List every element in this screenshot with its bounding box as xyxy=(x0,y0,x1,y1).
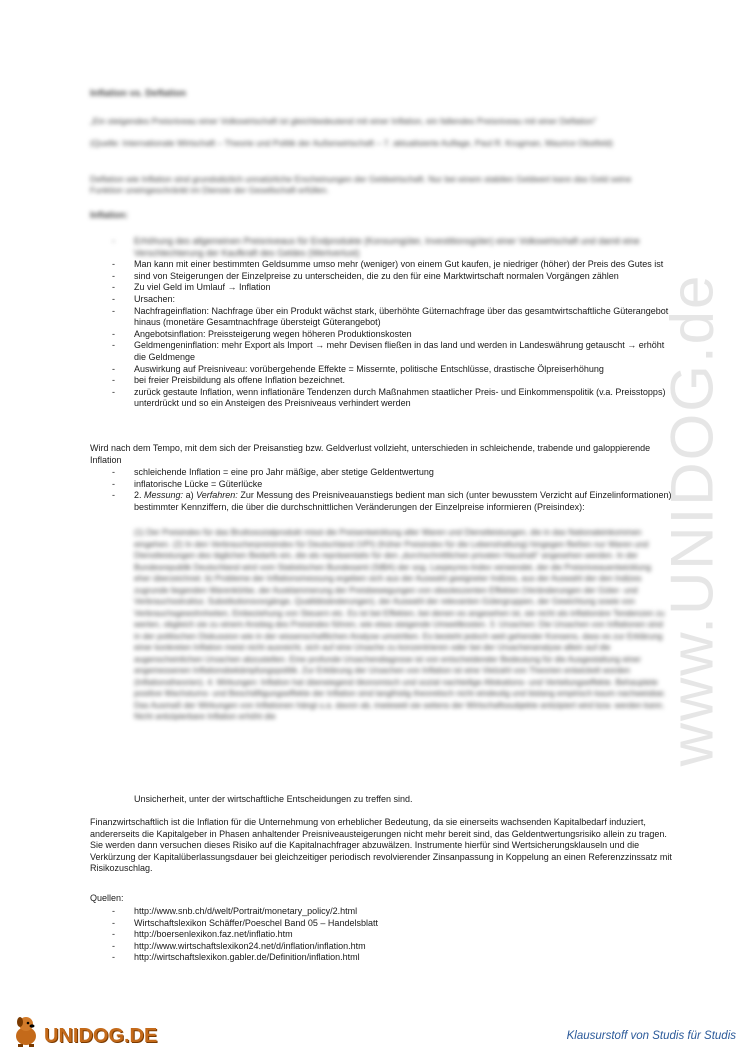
list-item: - Angebotsinflation: Preissteigerung wegen höheren Produktionskosten xyxy=(112,329,672,341)
list-item: - schleichende Inflation = eine pro Jahr mäßige, aber stetige Geldentwertung xyxy=(112,467,672,479)
sources-label: Quellen: xyxy=(90,893,124,903)
unidog-logo[interactable] xyxy=(12,1014,157,1048)
list-item: - Man kann mit einer bestimmten Geldsumme umso mehr (weniger) von einem Gut kaufen, je niedriger (höher) der Preis des Gutes ist xyxy=(112,259,672,271)
logo-text: UNIDOG.DE xyxy=(44,1025,158,1047)
list-item: - Zu viel Geld im Umlauf → Inflation xyxy=(112,282,672,294)
list-item: - Auswirkung auf Preisniveau: vorübergehende Effekte = Missernte, politische Entschlüsse, drastische Ölpreiserhöhung xyxy=(112,364,672,376)
messung-a: a) xyxy=(185,490,194,501)
messung-label: Messung: xyxy=(144,490,184,501)
inflation-bullet-list xyxy=(112,236,672,410)
footer-tagline: Klausurstoff von Studis für Studis xyxy=(566,1030,736,1042)
list-item: - sind von Steigerungen der Einzelpreise zu unterscheiden, die zu den für eine Marktwirtschaft normalen Vorgängen zählen xyxy=(112,271,672,283)
quote-paragraph: „Ein steigendes Preisniveau einer Volkswirtschaft ist gleichbedeutend mit einer Inflation, ein fallendes Preisniveau mit einer Deflation" xyxy=(90,116,597,126)
list-item: - Geldmengeninflation: mehr Export als Import → mehr Devisen fließen in das land und werden in Landeswährung getauscht → erhöht die Geldmenge xyxy=(112,340,672,363)
dog-mascot-icon xyxy=(12,1014,42,1048)
list-item: - Erhöhung des allgemeinen Preisniveaus für Endprodukte (Konsumgüter, Investitionsgüter) einer Volkswirtschaft und damit eine Verschlechterung der Kaufkraft des Geldes (Wertverlust) xyxy=(112,236,672,259)
blurred-index-block: (1) Der Preisindex für das Bruttosozialprodukt misst die Preisentwicklung aller Waren und Dienstleistungen, die in das Nationaleinkommen eingehen. (2) In den Verbraucherpreisindex für Deutschland (VPI) (früher Preisindex für die Lebenshaltung) hingegen fließen nur Waren und Dienstleistungen des täglichen Bedarfs ein, die als repräsentativ für den „durchschnittlichen privaten Haushalt" angesehen werden. In der Bundesrepublik Deutschland wird vom Statistischen Bundesamt (StBA) der sog. Laspeyres-Index verwendet, der die Preisniveauentwicklung eher überzeichnet. b) Probleme der Inflationsmessung ergeben sich aus der Auswahl geeigneter Indizes, aus der Auswahl der den Indizes zugrunde liegenden Warenkörbe, der Ausklammerung der Preisbewegungen von obsoleszenten Effekten (Veränderungen der Güter- und Verbrauchsstruktur, Substitutionsvorgänge, Qualitätsänderungen), der Auswahl der relevanten Gütergruppen, der Gewichtung sowie von Verbrauchsgewohnheiten, Einbeziehung von Steuern etc. Es ist bei Effekten, bei denen es angesehen ist, sie nicht als inflationäre Tendenzen zu werten, obgleich sie zu einem Anstieg des Preisindex führen, wie etwa steigende Umweltkosten. 3. Ursachen: Die Ursachen von Inflationen sind in der politischen Diskussion wie in der wissenschaftlichen Analyse umstritten. Es besteht jedoch weit gehender Konsens, dass es zur Erklärung einer konkreten Inflation meist nicht ausreicht, sich auf eine Ursache zu konzentrieren oder bei der Ursachenanalyse allein auf die augenscheinlichen Ursachen abzustellen. Eine profunde Ursachendiagnose ist von entscheidender Bedeutung für die Ausgestaltung einer angemessenen Inflationsbekämpfungspolitik. Zur Erklärung der Ursachen von Inflation ist eine Vielzahl von Theorien entwickelt worden (Inflationstheorien). 4. Wirkungen: Inflation hat überwiegend ökonomisch und sozial nachteilige Allokations- und Verteilungseffekte. Behauptete positive Wachstums- und Beschäftigungseffekte der Inflation sind langfristig theoretisch nicht eindeutig und bislang empirisch kaum nachweisbar. Das Ausmaß der Wirkungen von Inflationen hängt u.a. davon ab, inwieweit sie seitens der Wirtschaftssubjekte antizipiert wird bzw. werden kann. Nicht antizipierbare Inflation erhöht die xyxy=(134,527,666,721)
list-item: - bei freier Preisbildung als offene Inflation bezeichnet. xyxy=(112,375,672,387)
list-item[interactable]: - http://www.snb.ch/d/welt/Portrait/monetary_policy/2.html xyxy=(112,906,672,918)
watermark: www.UNIDOG.de xyxy=(658,273,726,767)
tempo-bullet-list xyxy=(112,467,672,513)
list-item: - inflatorische Lücke = Güterlücke xyxy=(112,479,672,491)
intro-paragraph: Deflation wie Inflation sind grundsätzlich unnatürliche Erscheinungen der Geldwirtschaft. Nur bei einem stabilen Geldwert kann das Geld seine Funktion uneingeschränkt im Dienste der Gesellschaft erfüllen. xyxy=(90,174,632,195)
list-item[interactable]: - http://www.wirtschaftslexikon24.net/d/inflation/inflation.htm xyxy=(112,941,672,953)
messung-text: Zur Messung des Preisniveauanstiegs bedient man sich (unter bewusstem Verzicht auf Einzelinformationen) bestimmter Kennziffern, die über die durchschnittlichen Veränderungen der Einzelpreise informieren (Preisindex): xyxy=(134,490,672,512)
list-item xyxy=(112,490,672,513)
section-heading: Inflation: xyxy=(90,210,128,220)
messung-number: 2. xyxy=(134,490,142,501)
list-item: - Nachfrageinflation: Nachfrage über ein Produkt wächst stark, überhöhte Güternachfrage über das gesamtwirtschaftliche Güterangebot hinaus (monetäre Gesamtnachfrage übersteigt Güterangebot) xyxy=(112,306,672,329)
list-item[interactable]: - http://boersenlexikon.faz.net/inflatio.htm xyxy=(112,929,672,941)
list-item: - Wirtschaftslexikon Schäffer/Poeschel Band 05 – Handelsblatt xyxy=(112,918,672,930)
sources-list xyxy=(112,906,672,964)
list-item: - Ursachen: xyxy=(112,294,672,306)
document-title: Inflation vs. Deflation xyxy=(90,88,187,99)
finanz-paragraph: Finanzwirtschaftlich ist die Inflation für die Unternehmung von erheblicher Bedeutung, da sie einerseits wachsenden Kapitalbedarf induziert, andererseits die Kapitalgeber in Phasen anhaltender Preisniveausteigerungen nicht mehr bereit sind, das Geldentwertungsrisiko allein zu tragen. Sie werden dann versuchen dieses Risiko auf die Kapitalnachfrager abzuwälzen. Instrumente hierfür sind Wertsicherungsklauseln und die Verkürzung der Kapitalüberlassungsdauer bei gleichzeitiger periodisch revolvierender Zinsanpassung in Koppelung an einen Referenzzinssatz mit Risikozuschlag. xyxy=(90,817,672,874)
list-item[interactable]: - http://wirtschaftslexikon.gabler.de/Definition/inflation.html xyxy=(112,952,672,964)
list-item: - zurück gestaute Inflation, wenn inflationäre Tendenzen durch Maßnahmen staatlicher Preis- und Einkommenspolitik (v.a. Preisstopps) unterdrückt und so ein Ansteigen des Preisniveaus verhindert werden xyxy=(112,387,672,410)
quote-source: (Quelle: Internationale Wirtschaft – Theorie und Politik der Außenwirtschaft – 7. aktualisierte Auflage, Paul R. Krugman, Maurice Obstfeld) xyxy=(90,138,613,148)
unsicherheit-line: Unsicherheit, unter der wirtschaftliche Entscheidungen zu treffen sind. xyxy=(134,794,413,804)
messung-verfahren: Verfahren: xyxy=(196,490,238,501)
tempo-paragraph: Wird nach dem Tempo, mit dem sich der Preisanstieg bzw. Geldverlust vollzieht, unterschieden in schleichende, trabende und galoppierende Inflation xyxy=(90,443,651,465)
